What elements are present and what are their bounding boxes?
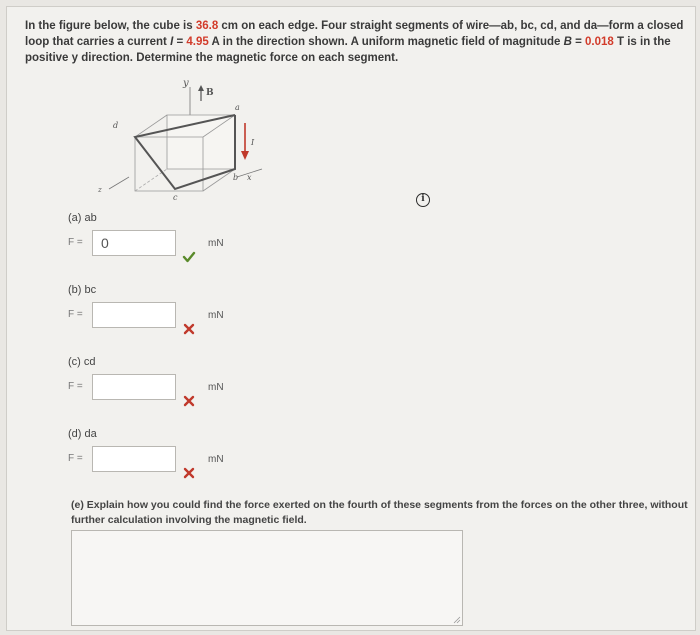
- vertex-a-label: a: [235, 103, 240, 112]
- part-e-answer-textarea[interactable]: [71, 530, 463, 626]
- problem-text-1: cm on each edge. Four straight segments of wire—ab, bc, cd, and da—form a closed loop that carries a current: [25, 20, 684, 48]
- info-icon[interactable]: i: [416, 193, 430, 207]
- y-label: y: [183, 78, 189, 89]
- current-value: 4.95: [186, 36, 209, 48]
- part-c-f-label: F =: [68, 381, 83, 392]
- part-b-label: (b) bc: [68, 284, 97, 296]
- field-symbol: B: [563, 36, 572, 48]
- part-d-label: (d) da: [68, 428, 97, 440]
- part-b-unit: mN: [208, 310, 224, 321]
- problem-statement: [25, 18, 685, 66]
- vertex-b-label: b: [233, 173, 239, 182]
- equals-1: =: [173, 36, 187, 48]
- b-label: B: [206, 88, 214, 98]
- part-c-answer-input[interactable]: [92, 374, 176, 400]
- equals-2: =: [571, 36, 586, 48]
- part-c: [68, 356, 428, 416]
- cross-icon: [182, 466, 196, 480]
- edge-length-value: 36.8: [195, 20, 219, 32]
- z-axis: [109, 177, 129, 189]
- part-e-prompt: (e) Explain how you could find the force exerted on the fourth of these segments from the forces on the other three, without further calculation involving the magnetic field.: [71, 499, 688, 526]
- part-a: [68, 212, 428, 272]
- cube-figure: [87, 77, 267, 207]
- resize-grip-icon[interactable]: [453, 616, 461, 624]
- part-b: [68, 284, 428, 344]
- part-c-unit: mN: [208, 382, 224, 393]
- part-a-f-label: F =: [68, 237, 83, 248]
- part-c-label: (c) cd: [68, 356, 96, 368]
- x-label: x: [247, 173, 252, 182]
- part-d: [68, 428, 428, 488]
- cross-icon: [182, 322, 196, 336]
- part-d-answer-input[interactable]: [92, 446, 176, 472]
- question-panel: [6, 6, 696, 631]
- vertex-c-label: c: [173, 193, 178, 202]
- b-field-arrowhead: [198, 85, 204, 91]
- cube-edge: [203, 169, 235, 191]
- current-symbol: I: [170, 36, 174, 48]
- part-a-answer-input[interactable]: 0: [92, 230, 176, 256]
- vertex-d-label: d: [113, 121, 119, 130]
- part-d-unit: mN: [208, 454, 224, 465]
- part-b-answer-input[interactable]: [92, 302, 176, 328]
- problem-outro: T is in the positive y direction. Determine the magnetic force on each segment.: [25, 36, 671, 64]
- problem-text-2: A in the direction shown. A uniform magnetic field of magnitude: [208, 36, 564, 48]
- problem-intro: In the figure below, the cube is: [25, 20, 196, 32]
- part-a-unit: mN: [208, 238, 224, 249]
- part-a-label: (a) ab: [68, 212, 97, 224]
- current-label: I: [251, 138, 255, 147]
- field-value: 0.018: [585, 36, 614, 48]
- check-icon: [182, 250, 196, 264]
- part-b-f-label: F =: [68, 309, 83, 320]
- z-label: z: [98, 186, 102, 194]
- current-arrowhead: [241, 151, 249, 160]
- cross-icon: [182, 394, 196, 408]
- part-d-f-label: F =: [68, 453, 83, 464]
